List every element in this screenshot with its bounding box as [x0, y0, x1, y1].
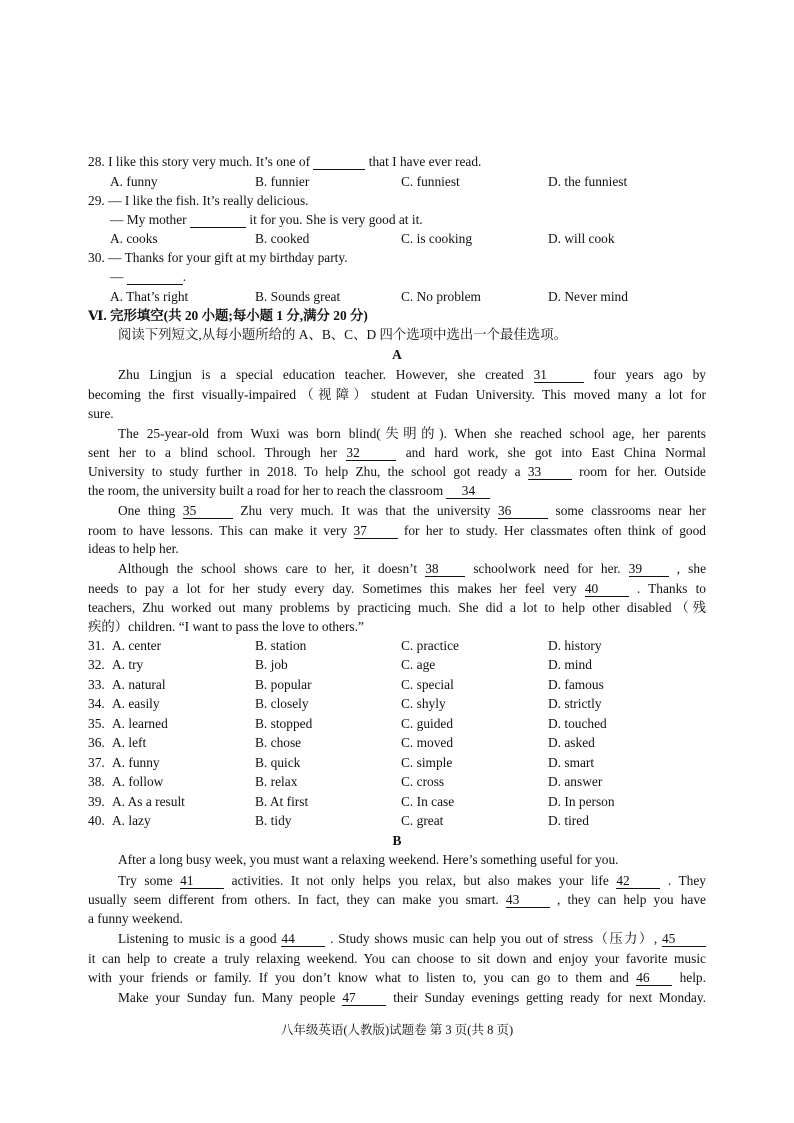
question-28-stem: 28. I like this story very much. It’s one of that I have ever read.	[88, 154, 482, 169]
option: A. That’s right	[110, 289, 189, 304]
option-row-number: 34.	[88, 696, 105, 711]
paragraph-line: it can help to create a truly relaxing weekend. You can choose to sit down and enjoy your favorite music	[88, 951, 706, 966]
option-row-number: 33.	[88, 677, 105, 692]
paragraph-line: sent her to a blind school. Through her 32 and hard work, she got into East China Normal	[88, 445, 706, 460]
paragraph-line: becoming the first visually-impaired（视障）student at Fudan University. This moved many a lot for	[88, 387, 706, 402]
question-30-reply: — .	[110, 269, 187, 284]
question-29-reply: — My mother it for you. She is very good at it.	[110, 212, 423, 227]
paragraph-line: needs to pay a lot for her study every day. Sometimes this makes her feel very 40 . Thanks to	[88, 581, 706, 596]
option: D. touched	[548, 716, 607, 731]
numbered-blank: 47	[342, 990, 386, 1006]
option: D. will cook	[548, 231, 615, 246]
question-29-stem: 29. — I like the fish. It’s really delicious.	[88, 193, 309, 208]
numbered-blank: 35	[183, 503, 233, 519]
option: B. job	[255, 657, 288, 672]
option: A. cooks	[110, 231, 158, 246]
numbered-blank: 41	[180, 873, 224, 889]
option: C. special	[401, 677, 454, 692]
passage-b-label: B	[392, 833, 402, 848]
option: C. In case	[401, 794, 455, 809]
page-footer: 八年级英语(人教版)试题卷 第 3 页(共 8 页)	[280, 1023, 514, 1037]
option: D. famous	[548, 677, 604, 692]
option: A. natural	[112, 677, 166, 692]
option: A. center	[112, 638, 162, 653]
paragraph-line: One thing 35 Zhu very much. It was that the university 36 some classrooms near her	[118, 503, 706, 518]
paragraph-line: After a long busy week, you must want a relaxing weekend. Here’s something useful for you.	[118, 852, 619, 867]
answer-blank	[127, 269, 183, 285]
option: B. popular	[255, 677, 312, 692]
option: C. age	[401, 657, 436, 672]
paragraph-line: with your friends or family. If you don’t know what to listen to, you can go to them and 46 help.	[88, 970, 706, 985]
option: C. cross	[401, 774, 445, 789]
option: B. relax	[255, 774, 298, 789]
option: D. answer	[548, 774, 603, 789]
numbered-blank: 43	[506, 892, 550, 908]
option: C. guided	[401, 716, 454, 731]
option: B. Sounds great	[255, 289, 341, 304]
option: B. station	[255, 638, 307, 653]
option: A. funny	[110, 174, 158, 189]
section-instruction: 阅读下列短文,从每小题所给的 A、B、C、D 四个选项中选出一个最佳选项。	[118, 327, 567, 342]
numbered-blank: 42	[616, 873, 660, 889]
option: C. is cooking	[401, 231, 473, 246]
paragraph-line: The 25-year-old from Wuxi was born blind(失明的). When she reached school age, her parents	[118, 426, 706, 441]
numbered-blank: 37	[354, 523, 398, 539]
option: D. Never mind	[548, 289, 628, 304]
numbered-blank: 39	[629, 561, 669, 577]
option-row-number: 37.	[88, 755, 105, 770]
option: B. stopped	[255, 716, 313, 731]
paragraph-line: ideas to help her.	[88, 541, 179, 556]
numbered-blank: 31	[534, 367, 584, 383]
option-row-number: 40.	[88, 813, 105, 828]
option: C. shyly	[401, 696, 446, 711]
option: C. simple	[401, 755, 453, 770]
numbered-blank: 33	[528, 464, 572, 480]
option: D. history	[548, 638, 602, 653]
numbered-blank: 36	[498, 503, 548, 519]
option: B. closely	[255, 696, 309, 711]
option: A. lazy	[112, 813, 151, 828]
paragraph-line: room to have lessons. This can make it very 37 for her to study. Her classmates often think of good	[88, 523, 706, 538]
paragraph-line: a funny weekend.	[88, 911, 183, 926]
paragraph-line: teachers, Zhu worked out many problems by practicing much. She did a lot to help other disabled（残	[88, 600, 706, 615]
option-row-number: 36.	[88, 735, 105, 750]
option: A. learned	[112, 716, 168, 731]
answer-blank	[313, 154, 365, 170]
paragraph-line: the room, the university built a road for her to reach the classroom 34	[88, 482, 490, 500]
numbered-blank: 34	[446, 483, 490, 499]
option: C. great	[401, 813, 444, 828]
numbered-blank: 32	[346, 445, 396, 461]
paragraph-line: University to study further in 2018. To help Zhu, the school got ready a 33 room for her. Outside	[88, 464, 706, 479]
question-30-stem: 30. — Thanks for your gift at my birthday party.	[88, 250, 348, 265]
paragraph-line: 疾的）children. “I want to pass the love to others.”	[88, 619, 364, 634]
option: A. easily	[112, 696, 160, 711]
option: A. try	[112, 657, 144, 672]
paragraph-line: Zhu Lingjun is a special education teacher. However, she created 31 four years ago by	[118, 367, 706, 382]
option: D. In person	[548, 794, 615, 809]
option-row-number: 31.	[88, 638, 105, 653]
option: D. strictly	[548, 696, 602, 711]
option: D. smart	[548, 755, 595, 770]
numbered-blank: 44	[281, 931, 325, 947]
option-row-number: 39.	[88, 794, 105, 809]
option: D. asked	[548, 735, 595, 750]
numbered-blank: 45	[662, 931, 706, 947]
option: B. cooked	[255, 231, 310, 246]
option: B. quick	[255, 755, 301, 770]
option: C. moved	[401, 735, 454, 750]
paragraph-line: usually seem different from others. In fact, they can make you smart. 43 , they can help you have	[88, 892, 706, 907]
passage-a-label: A	[392, 347, 402, 362]
option-row-number: 35.	[88, 716, 105, 731]
option: D. tired	[548, 813, 589, 828]
option: B. At first	[255, 794, 309, 809]
option: C. funniest	[401, 174, 460, 189]
option: B. chose	[255, 735, 302, 750]
option: B. tidy	[255, 813, 292, 828]
option: A. funny	[112, 755, 160, 770]
option: C. practice	[401, 638, 459, 653]
paragraph-line: Make your Sunday fun. Many people 47 their Sunday evenings getting ready for next Monday.	[118, 990, 707, 1005]
option: A. left	[112, 735, 147, 750]
option: C. No problem	[401, 289, 481, 304]
section-heading: Ⅵ. 完形填空(共 20 小题;每小题 1 分,满分 20 分)	[88, 308, 368, 323]
paragraph-line: Listening to music is a good 44 . Study shows music can help you out of stress（压力）, 45	[118, 929, 706, 949]
answer-blank	[190, 212, 246, 228]
option: D. mind	[548, 657, 592, 672]
paragraph-line: sure.	[88, 406, 114, 421]
paragraph-line: Although the school shows care to her, it doesn’t 38 schoolwork need for her. 39 , she	[118, 561, 707, 576]
option: A. follow	[112, 774, 164, 789]
paragraph-line: Try some 41 activities. It not only helps you relax, but also makes your life 42 . They	[118, 873, 706, 888]
numbered-blank: 40	[585, 581, 629, 597]
option: A. As a result	[112, 794, 185, 809]
option: D. the funniest	[548, 174, 628, 189]
option: B. funnier	[255, 174, 310, 189]
numbered-blank: 38	[425, 561, 465, 577]
option-row-number: 32.	[88, 657, 105, 672]
option-row-number: 38.	[88, 774, 105, 789]
numbered-blank: 46	[636, 970, 672, 986]
